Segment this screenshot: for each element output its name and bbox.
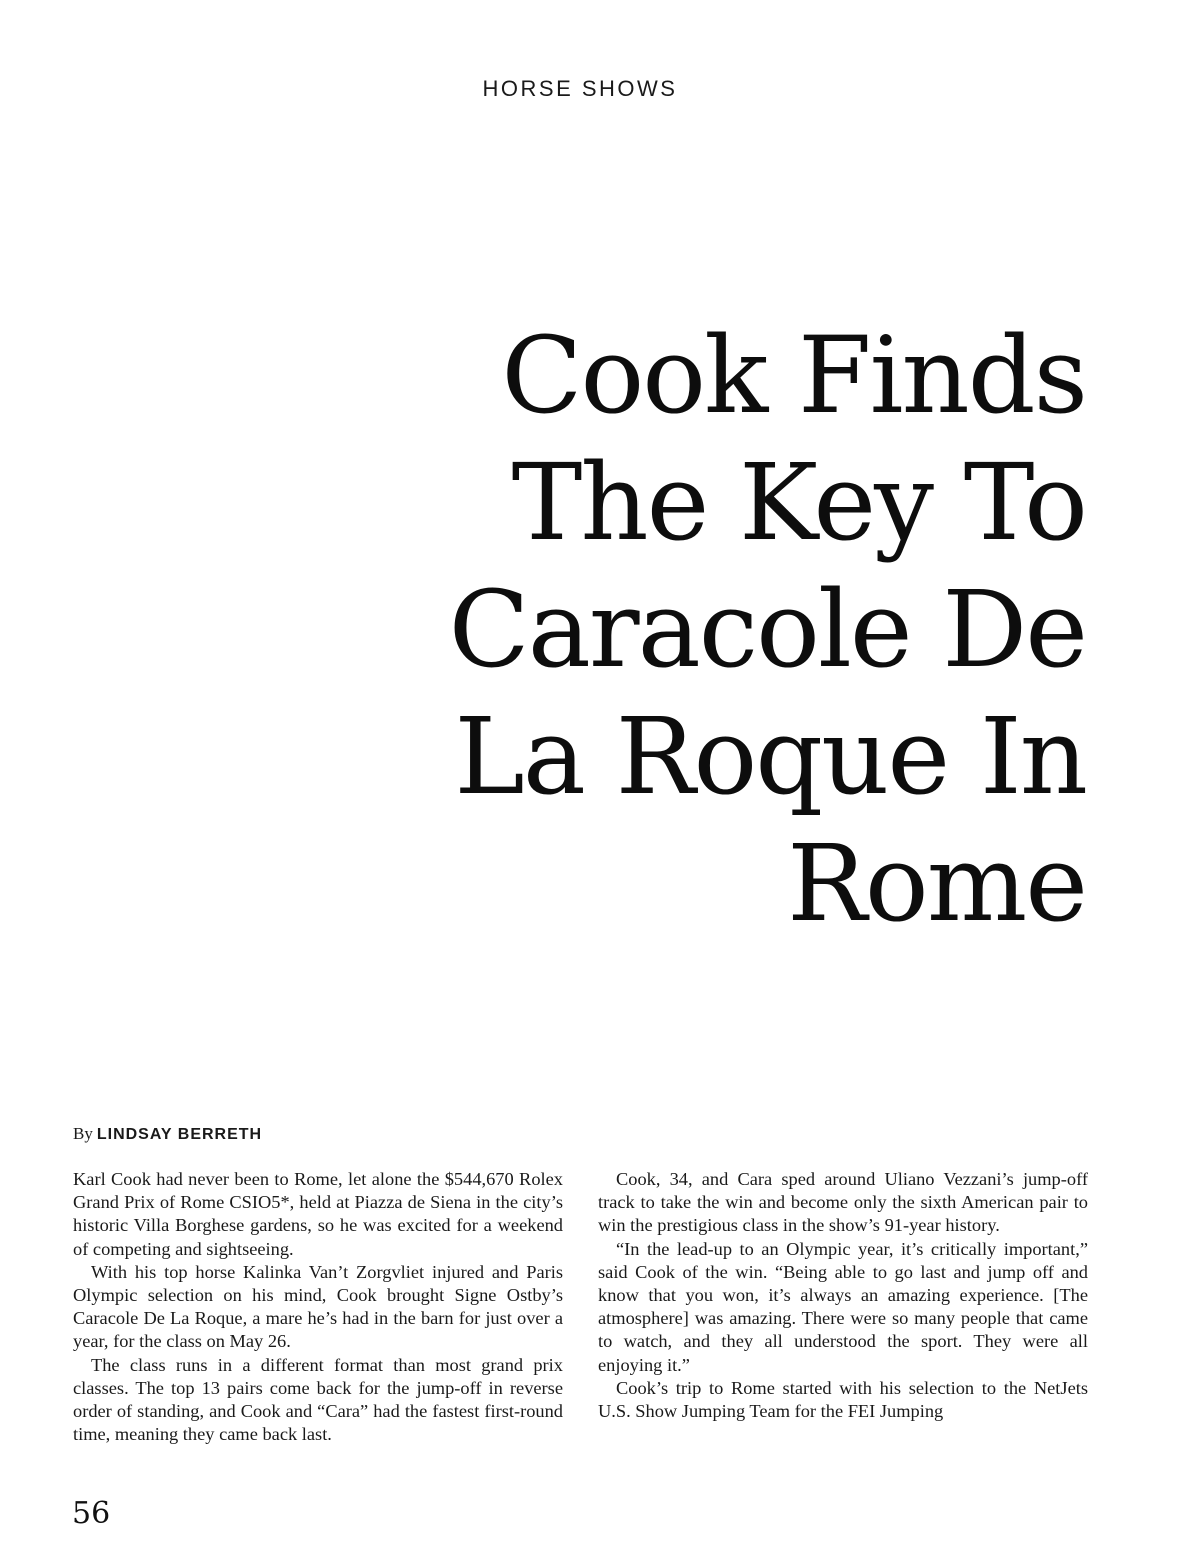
headline-line: La Roque In [454, 695, 1086, 818]
body-paragraph: The class runs in a different format than most grand prix classes. The top 13 pairs come back for the jump-off in reverse order of standing, and Cook and “Cara” had the fastest first-round time, meaning they came back last. [73, 1354, 563, 1445]
headline-line: The Key To [511, 441, 1086, 564]
body-paragraph: Karl Cook had never been to Rome, let alone the $544,670 Rolex Grand Prix of Rome CSIO5*, held at Piazza de Siena in the city’s historic Villa Borghese gardens, so he was excited for a weekend of competing and sightseeing. [73, 1169, 563, 1259]
body-paragraph: “In the lead-up to an Olympic year, it’s critically important,” said Cook of the win. “Being able to go last and jump off and know that you won, it’s always an amazing experience. [The atmosphere] was amazing. There were so many people that came to watch, and they all understood the sport. They were all enjoying it.” [598, 1238, 1088, 1375]
section-label: HORSE SHOWS [482, 76, 678, 101]
headline-line: Cook Finds [501, 314, 1086, 437]
page-number: 56 [72, 1496, 111, 1531]
byline [73, 1124, 262, 1144]
body-paragraph: Cook, 34, and Cara sped around Uliano Vezzani’s jump-off track to take the win and become only the sixth American pair to win the prestigious class in the show’s 91-year history. [598, 1169, 1088, 1236]
body-column-right [598, 1168, 1088, 1423]
byline-author: LINDSAY BERRETH [96, 1126, 263, 1143]
body-column-left [73, 1168, 563, 1446]
headline-line: Rome [787, 822, 1086, 945]
headline [326, 312, 1086, 947]
body-paragraph: Cook’s trip to Rome started with his selection to the NetJets U.S. Show Jumping Team for the FEI Jumping [598, 1377, 1088, 1422]
body-paragraph: With his top horse Kalinka Van’t Zorgvliet injured and Paris Olympic selection on his mind, Cook brought Signe Ostby’s Caracole De La Roque, a mare he’s had in the barn for just over a year, for the class on May 26. [73, 1261, 563, 1352]
byline-prefix: By [73, 1124, 93, 1143]
headline-line: Caracole De [448, 568, 1086, 691]
